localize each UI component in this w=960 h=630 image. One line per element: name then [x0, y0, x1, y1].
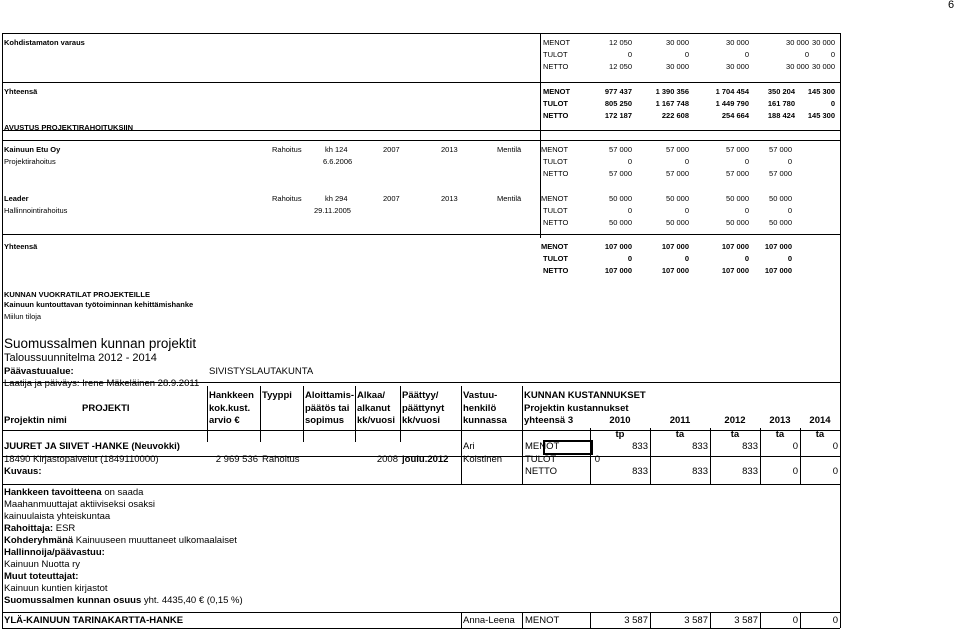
cell: 0 — [830, 99, 835, 108]
header-hankkeen: Hankkeen — [209, 390, 254, 401]
start-year: 2007 — [383, 194, 400, 203]
cell: 0 — [627, 206, 632, 215]
project-code: 18490 Kirjastopalvelut (1849110000) — [4, 454, 159, 465]
cell: 30 000 — [812, 38, 835, 47]
cell: 833 — [742, 441, 758, 452]
desc-line: Kainuun Nuotta ry — [4, 559, 81, 570]
tyyppi-value: Rahoitus — [262, 454, 300, 465]
cell: 0 — [744, 254, 749, 263]
kohdistamaton-title: Kohdistamaton varaus — [4, 38, 85, 47]
row-label: TULOT — [543, 254, 568, 263]
header-year: 2014 — [809, 415, 831, 426]
header-nimi: Projektin nimi — [4, 415, 67, 426]
cell: 57 000 — [609, 169, 632, 178]
vuokratilat-note: Miilun tiloja — [4, 312, 42, 321]
header-unit: ta — [815, 429, 825, 440]
end-year: 2013 — [441, 194, 458, 203]
yhteensa1-subtitle: AVUSTUS PROJEKTIRAHOITUKSIIN — [4, 123, 134, 132]
header-year: 2010 — [609, 415, 631, 426]
person-first: Ari — [463, 441, 475, 452]
header-paatos: päätös tai — [305, 403, 350, 414]
cell: 57 000 — [769, 145, 792, 154]
cell: 3 587 — [624, 615, 648, 626]
desc-line: Hankkeen tavoitteena on saada — [4, 487, 144, 498]
row-label: TULOT — [543, 99, 568, 108]
cell: 50 000 — [769, 218, 792, 227]
cell: 254 664 — [721, 111, 749, 120]
cell: 0 — [787, 254, 792, 263]
cell: 0 — [787, 206, 792, 215]
cell: 30 000 — [726, 38, 749, 47]
cell: 30 000 — [812, 62, 835, 71]
vuokratilat-subtitle: Kainuun kuntouttavan työtoiminnan kehittämishanke — [4, 300, 194, 309]
rahoitus: Rahoitus — [272, 194, 302, 203]
project-type: Projektirahoitus — [4, 157, 56, 166]
cell: 12 050 — [609, 38, 632, 47]
cell: 50 000 — [609, 218, 632, 227]
person: Mentilä — [497, 145, 522, 154]
cell: 0 — [594, 454, 600, 465]
project-name: Kainuun Etu Oy — [4, 145, 61, 154]
desc-line: Muut toteuttajat: — [4, 571, 79, 582]
cell: 30 000 — [786, 38, 809, 47]
kuvaus-label: Kuvaus: — [4, 466, 42, 477]
header-alkaa: Alkaa/ — [357, 390, 385, 401]
cell: 0 — [684, 50, 689, 59]
header-paattynyt: päättynyt — [402, 403, 445, 414]
cell: 0 — [832, 615, 838, 626]
cell: 107 000 — [661, 266, 689, 275]
cell: 57 000 — [769, 169, 792, 178]
paattyy-value: joulu.2012 — [402, 454, 449, 465]
cell: 1 449 790 — [715, 99, 749, 108]
cell: 57 000 — [666, 145, 689, 154]
cell: 50 000 — [609, 194, 632, 203]
end-year: 2013 — [441, 145, 458, 154]
cell: 0 — [627, 254, 632, 263]
row-label: MENOT — [543, 87, 571, 96]
cell: 57 000 — [726, 169, 749, 178]
row-label: TULOT — [525, 454, 557, 465]
header-kustannukset: KUNNAN KUSTANNUKSET — [524, 390, 646, 401]
cell: 57 000 — [609, 145, 632, 154]
kh-number: kh 294 — [325, 194, 348, 203]
cell: 0 — [684, 254, 689, 263]
header-year: 2013 — [769, 415, 791, 426]
row-label: NETTO — [525, 466, 558, 477]
cell: 50 000 — [666, 218, 689, 227]
project-name: YLÄ-KAINUUN TARINAKARTTA-HANKE — [4, 615, 184, 626]
header-paattyy: Päättyy/ — [402, 390, 439, 401]
row-label: NETTO — [543, 111, 569, 120]
cell: 50 000 — [726, 218, 749, 227]
area-value: SIVISTYSLAUTAKUNTA — [209, 366, 314, 377]
cell: 0 — [830, 50, 835, 59]
cell: 50 000 — [726, 194, 749, 203]
cell: 0 — [787, 157, 792, 166]
kokkust-value: 2 969 536 — [215, 454, 258, 465]
cell: 0 — [744, 157, 749, 166]
cell: 3 587 — [734, 615, 758, 626]
row-label: MENOT — [541, 145, 569, 154]
cell: 833 — [632, 441, 648, 452]
cell: 30 000 — [786, 62, 809, 71]
cell: 0 — [627, 50, 632, 59]
header-yhteensa: yhteensä 3 — [524, 415, 574, 426]
header-tyyppi: Tyyppi — [262, 390, 292, 401]
cell: 107 000 — [721, 242, 749, 251]
suomussalmi-title: Suomussalmen kunnan projektit — [4, 336, 197, 351]
project-name: JUURET JA SIIVET -HANKE (Neuvokki) — [4, 441, 180, 452]
cell: 0 — [627, 157, 632, 166]
header-year: 2012 — [724, 415, 746, 426]
cell: 0 — [744, 206, 749, 215]
row-label: NETTO — [543, 266, 569, 275]
row-label: MENOT — [525, 441, 560, 452]
cell: 188 424 — [767, 111, 795, 120]
cell: 0 — [792, 466, 798, 477]
row-label: NETTO — [543, 62, 569, 71]
cell: 30 000 — [666, 62, 689, 71]
row-label: MENOT — [525, 615, 560, 626]
cell: 977 437 — [604, 87, 632, 96]
project-type: Hallinnointirahoitus — [4, 206, 68, 215]
header-projektin-kust: Projektin kustannukset — [524, 403, 629, 414]
row-label: NETTO — [543, 218, 569, 227]
row-label: TULOT — [543, 157, 568, 166]
cell: 0 — [792, 441, 798, 452]
person: Mentilä — [497, 194, 522, 203]
desc-line: Maahanmuuttajat aktiiviseksi osaksi — [4, 499, 156, 510]
cell: 57 000 — [666, 169, 689, 178]
cell: 107 000 — [604, 266, 632, 275]
cell: 0 — [804, 50, 809, 59]
cell: 3 587 — [684, 615, 708, 626]
header-projekti: PROJEKTI — [82, 403, 130, 414]
cell: 833 — [692, 441, 708, 452]
cell: 222 608 — [661, 111, 689, 120]
desc-line: kainuulaista yhteiskuntaa — [4, 511, 111, 522]
header-year: 2011 — [669, 415, 691, 426]
cell: 0 — [792, 615, 798, 626]
cell: 0 — [832, 441, 838, 452]
header-unit: ta — [730, 429, 740, 440]
cell: 0 — [684, 206, 689, 215]
cell: 1 390 356 — [655, 87, 689, 96]
cell: 161 780 — [767, 99, 795, 108]
header-unit: tp — [615, 429, 625, 440]
row-label: MENOT — [543, 38, 571, 47]
rahoitus: Rahoitus — [272, 145, 302, 154]
header-aloittamis: Aloittamis- — [305, 390, 355, 401]
alkaa-value: 2008 — [376, 454, 398, 465]
cell: 12 050 — [609, 62, 632, 71]
header-kunnassa: kunnassa — [463, 415, 507, 426]
header-vastuu: Vastuu- — [463, 390, 498, 401]
cell: 350 204 — [767, 87, 795, 96]
cell: 833 — [742, 466, 758, 477]
cell: 30 000 — [666, 38, 689, 47]
header-unit: ta — [775, 429, 785, 440]
cell: 57 000 — [726, 145, 749, 154]
cell: 145 300 — [807, 87, 835, 96]
cell: 833 — [692, 466, 708, 477]
cell: 0 — [744, 50, 749, 59]
header-kokkust: kok.kust. — [209, 403, 251, 414]
cell: 107 000 — [721, 266, 749, 275]
row-label: NETTO — [543, 169, 569, 178]
header-kkvuosi1: kk/vuosi — [357, 415, 396, 426]
author-date: Laatija ja päiväys: Irene Mäkeläinen 28.9.2011 — [4, 378, 200, 389]
cell: 172 187 — [604, 111, 632, 120]
row-label: TULOT — [543, 50, 568, 59]
desc-line: Hallinnoija/päävastuu: — [4, 547, 105, 558]
page-number: 6 — [948, 0, 955, 11]
cell: 50 000 — [666, 194, 689, 203]
decision-date: 6.6.2006 — [323, 157, 353, 166]
cell: 107 000 — [764, 242, 792, 251]
cell: 107 000 — [764, 266, 792, 275]
person: Anna-Leena — [463, 615, 515, 626]
header-unit: ta — [675, 429, 685, 440]
start-year: 2007 — [383, 145, 400, 154]
row-label: MENOT — [541, 242, 569, 251]
row-label: MENOT — [541, 194, 569, 203]
area-label: Päävastuualue: — [4, 366, 74, 377]
plan-title: Taloussuunnitelma 2012 - 2014 — [4, 352, 157, 364]
decision-date: 29.11.2005 — [314, 206, 351, 215]
cell: 1 167 748 — [655, 99, 689, 108]
header-sopimus: sopimus — [305, 415, 345, 426]
cell: 1 704 454 — [715, 87, 749, 96]
cell: 833 — [632, 466, 648, 477]
header-henkilo: henkilö — [463, 403, 497, 414]
desc-line: Kohderyhmänä Kainuuseen muuttaneet ulkomaalaiset — [4, 535, 237, 546]
cell: 30 000 — [726, 62, 749, 71]
cell: 107 000 — [661, 242, 689, 251]
cell: 107 000 — [604, 242, 632, 251]
header-kkvuosi2: kk/vuosi — [402, 415, 441, 426]
desc-line: Rahoittaja: ESR — [4, 523, 76, 534]
yhteensa2-title: Yhteensä — [4, 242, 38, 251]
person-last: Koistinen — [463, 454, 503, 465]
desc-line: Suomussalmen kunnan osuus yht. 4435,40 € (0,15 %) — [4, 595, 243, 606]
cell: 805 250 — [604, 99, 632, 108]
cell: 0 — [832, 466, 838, 477]
yhteensa1-title: Yhteensä — [4, 87, 38, 96]
vuokratilat-title: KUNNAN VUOKRATILAT PROJEKTEILLE — [4, 290, 150, 299]
desc-line: Kainuun kuntien kirjastot — [4, 583, 108, 594]
cell: 0 — [684, 157, 689, 166]
project-name: Leader — [4, 194, 29, 203]
cell: 50 000 — [769, 194, 792, 203]
header-alkanut: alkanut — [357, 403, 391, 414]
row-label: TULOT — [543, 206, 568, 215]
header-arvio: arvio € — [209, 415, 240, 426]
kh-number: kh 124 — [325, 145, 348, 154]
cell: 145 300 — [807, 111, 835, 120]
